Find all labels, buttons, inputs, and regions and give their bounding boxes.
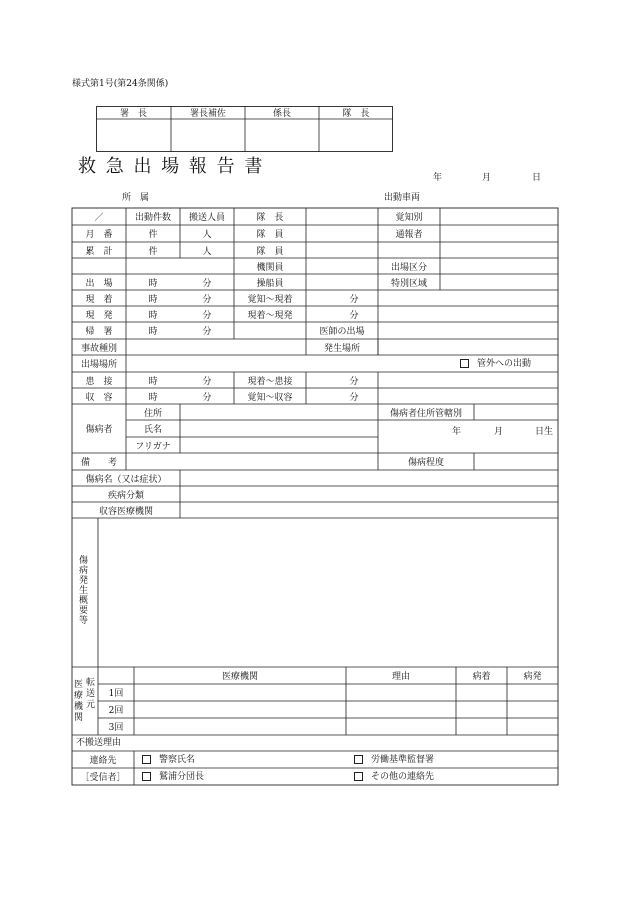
police-label: 警察氏名 <box>159 755 196 765</box>
other-contact-label: その他の連絡先 <box>371 772 435 782</box>
occurrence-place-label: 発生場所 <box>323 343 360 354</box>
admission-ji: 時 <box>148 392 158 403</box>
checkbox-icon[interactable] <box>354 772 363 781</box>
member-label-1: 隊 員 <box>256 230 284 240</box>
severity-label: 傷病程度 <box>407 458 444 468</box>
cumulative-label: 累 計 <box>85 246 113 257</box>
address-label: 住所 <box>143 408 162 419</box>
approval-header-captain: 隊 長 <box>342 109 370 119</box>
operator-label: 操船員 <box>256 278 284 289</box>
page-title: 救 急 出 場 報 告 書 <box>78 156 265 177</box>
arrival-label: 現 着 <box>85 294 113 305</box>
labor-label: 労働基準監督署 <box>371 755 435 765</box>
approval-header-section: 係長 <box>272 109 291 119</box>
dispatch-place-label: 出場場所 <box>80 360 117 370</box>
captain-label: 隊 長 <box>256 213 284 223</box>
dob-year: 年 <box>452 427 462 437</box>
col-dispatch-count: 出動件数 <box>134 213 171 223</box>
monthly-nin: 人 <box>202 230 212 240</box>
departure-fun: 分 <box>202 310 212 321</box>
coast-guard-label: 鷲浦分団長 <box>159 772 205 782</box>
arrival-to-contact-fun: 分 <box>349 376 359 387</box>
receiver-label: ［受信者］ <box>80 773 126 783</box>
awareness-to-arrival-label: 覚知～現着 <box>247 294 293 305</box>
transfer-col-departure: 病発 <box>523 672 542 682</box>
form-number: 様式第1号(第24条関係) <box>72 79 169 89</box>
arrival-to-contact-label: 現着～患接 <box>247 376 293 387</box>
dob-day: 日生 <box>535 427 554 437</box>
awareness-to-admission-label: 覚知～収容 <box>247 392 293 403</box>
arrival-fun: 分 <box>202 294 212 305</box>
col-transport-count: 搬送人員 <box>188 213 225 223</box>
cumulative-nin: 人 <box>202 246 212 257</box>
approval-header-chief: 署 長 <box>119 109 147 119</box>
arrival-ji: 時 <box>148 294 158 305</box>
transfer-label-col1: 医療機関 <box>74 680 84 723</box>
admission-label: 収 容 <box>85 392 113 403</box>
out-of-district-option[interactable] <box>460 359 531 369</box>
arrival-to-departure-label: 現着～現発 <box>247 310 293 321</box>
checkbox-icon[interactable] <box>460 359 469 368</box>
reporter-label: 通報者 <box>395 230 423 240</box>
contacts-label: 連絡先 <box>89 756 117 766</box>
departure-label: 現 発 <box>85 310 113 321</box>
arrival-to-departure-fun: 分 <box>349 310 359 321</box>
other-contact-option[interactable] <box>354 772 434 782</box>
dob-month: 月 <box>494 427 504 437</box>
affiliation-label: 所 属 <box>122 193 150 203</box>
hospital-label: 収容医療機関 <box>98 506 153 517</box>
checkbox-icon[interactable] <box>354 755 363 764</box>
transfer-label-col2: 転送元 <box>86 678 96 710</box>
awareness-to-admission-fun: 分 <box>349 392 359 403</box>
disease-class-label: 疾病分類 <box>107 490 144 501</box>
furigana-label: フリガナ <box>135 441 171 452</box>
approval-header-deputy: 署長補佐 <box>189 109 226 119</box>
transfer-col-institution: 医療機関 <box>221 672 258 682</box>
awareness-to-arrival-fun: 分 <box>349 294 359 305</box>
out-of-district-label: 管外への出動 <box>477 359 532 369</box>
checkbox-icon[interactable] <box>142 755 151 764</box>
patient-label: 傷病者 <box>85 425 113 435</box>
member-label-2: 隊 員 <box>256 246 284 257</box>
date-day: 日 <box>532 173 542 183</box>
awareness-type-label: 覚知別 <box>395 213 423 223</box>
name-label: 氏名 <box>143 425 162 435</box>
disease-name-label: 傷病名（又は症状） <box>85 474 167 485</box>
patient-contact-label: 患 接 <box>85 376 113 387</box>
departure-ji: 時 <box>148 310 158 321</box>
cumulative-ken: 件 <box>148 246 158 257</box>
return-label: 帰 署 <box>85 327 113 337</box>
no-transport-reason-label: 不搬送理由 <box>76 738 122 748</box>
patient-contact-ji: 時 <box>148 376 158 387</box>
accident-type-label: 事故種別 <box>80 343 117 354</box>
remarks-label: 備 考 <box>80 458 117 468</box>
doctor-dispatch-label: 医師の出場 <box>319 327 365 337</box>
vehicle-label: 出動車両 <box>384 193 421 203</box>
transfer-row-1: 1回 <box>108 689 124 699</box>
checkbox-icon[interactable] <box>142 772 151 781</box>
overview-label: 傷病発生概要等 <box>79 556 89 626</box>
dispatch-label: 出 場 <box>85 278 113 289</box>
jurisdiction-label: 傷病者住所管轄別 <box>389 408 462 419</box>
return-fun: 分 <box>202 327 212 337</box>
admission-fun: 分 <box>202 392 212 403</box>
patient-contact-fun: 分 <box>202 376 212 387</box>
transfer-row-2: 2回 <box>108 706 124 716</box>
police-option[interactable] <box>142 755 195 765</box>
coast-guard-option[interactable] <box>142 772 204 782</box>
special-area-label: 特別区域 <box>390 278 427 289</box>
transfer-row-3: 3回 <box>108 723 124 733</box>
engineer-label: 機関員 <box>256 262 284 273</box>
transfer-col-arrival: 病着 <box>472 672 491 682</box>
date-year: 年 <box>433 173 443 183</box>
monthly-label: 月 番 <box>85 230 113 240</box>
date-month: 月 <box>482 173 492 183</box>
monthly-ken: 件 <box>148 230 158 240</box>
labor-option[interactable] <box>354 755 434 765</box>
dispatch-division-label: 出場区分 <box>390 262 427 273</box>
dispatch-fun: 分 <box>202 278 212 289</box>
dispatch-ji: 時 <box>148 278 158 289</box>
return-ji: 時 <box>148 327 158 337</box>
grid-slash: ／ <box>94 213 104 223</box>
transfer-col-reason: 理由 <box>391 672 410 682</box>
